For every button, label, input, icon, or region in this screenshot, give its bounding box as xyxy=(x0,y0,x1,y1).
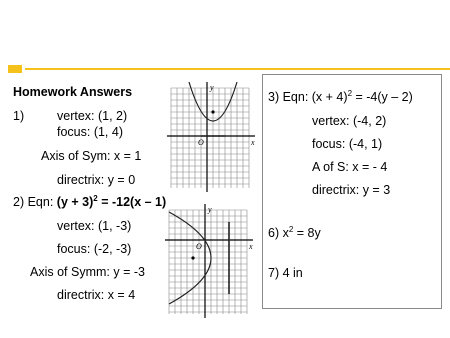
item2-focus: focus: (-2, -3) xyxy=(57,242,132,256)
item2-vertex: vertex: (1, -3) xyxy=(57,219,132,233)
item2-directrix: directrix: x = 4 xyxy=(57,288,136,302)
title-rule xyxy=(25,68,450,70)
top-banner xyxy=(0,0,450,62)
accent-bullet xyxy=(8,65,22,73)
focus-point xyxy=(191,256,194,259)
item6-b: = 8y xyxy=(293,226,321,240)
item3-directrix: directrix: y = 3 xyxy=(312,183,391,197)
item6-equation xyxy=(268,226,321,240)
item3-eqn-a: 3) Eqn: (x + 4) xyxy=(268,90,348,104)
x-axis-label: x xyxy=(249,242,253,251)
item1-axis: Axis of Sym: x = 1 xyxy=(41,149,142,163)
item3-vertex: vertex: (-4, 2) xyxy=(312,114,387,128)
y-axis-label: y xyxy=(208,205,212,214)
focus-point xyxy=(211,110,214,113)
item3-eqn-b: = -4(y – 2) xyxy=(352,90,413,104)
graph-1 xyxy=(165,78,260,198)
page-title: Homework Answers xyxy=(13,85,133,99)
item3-equation xyxy=(268,90,413,104)
item7-answer: 7) 4 in xyxy=(268,266,303,280)
item2-axis: Axis of Symm: y = -3 xyxy=(30,265,145,279)
item3-axis: A of S: x = - 4 xyxy=(312,160,388,174)
item2-equation xyxy=(13,195,166,209)
origin-label: O xyxy=(196,242,202,251)
item6-a: 6) x xyxy=(268,226,289,240)
x-axis-label: x xyxy=(251,138,255,147)
item1-number: 1) xyxy=(13,109,25,123)
item2-eqn-a: (y + 3) xyxy=(56,195,94,209)
graph-2 xyxy=(163,202,258,322)
item3-exponent: 2 xyxy=(347,88,353,98)
origin-label: O xyxy=(198,138,204,147)
item2-eqn-b: = -12(x – 1) xyxy=(97,195,167,209)
y-axis-label: y xyxy=(210,83,214,92)
item1-focus: focus: (1, 4) xyxy=(57,125,123,139)
item3-focus: focus: (-4, 1) xyxy=(312,137,383,151)
item2-exponent: 2 xyxy=(93,193,98,203)
item2-prefix: 2) Eqn: xyxy=(13,195,57,209)
item6-exponent: 2 xyxy=(288,224,294,234)
item1-directrix: directrix: y = 0 xyxy=(57,173,136,187)
item1-vertex: vertex: (1, 2) xyxy=(57,109,128,123)
